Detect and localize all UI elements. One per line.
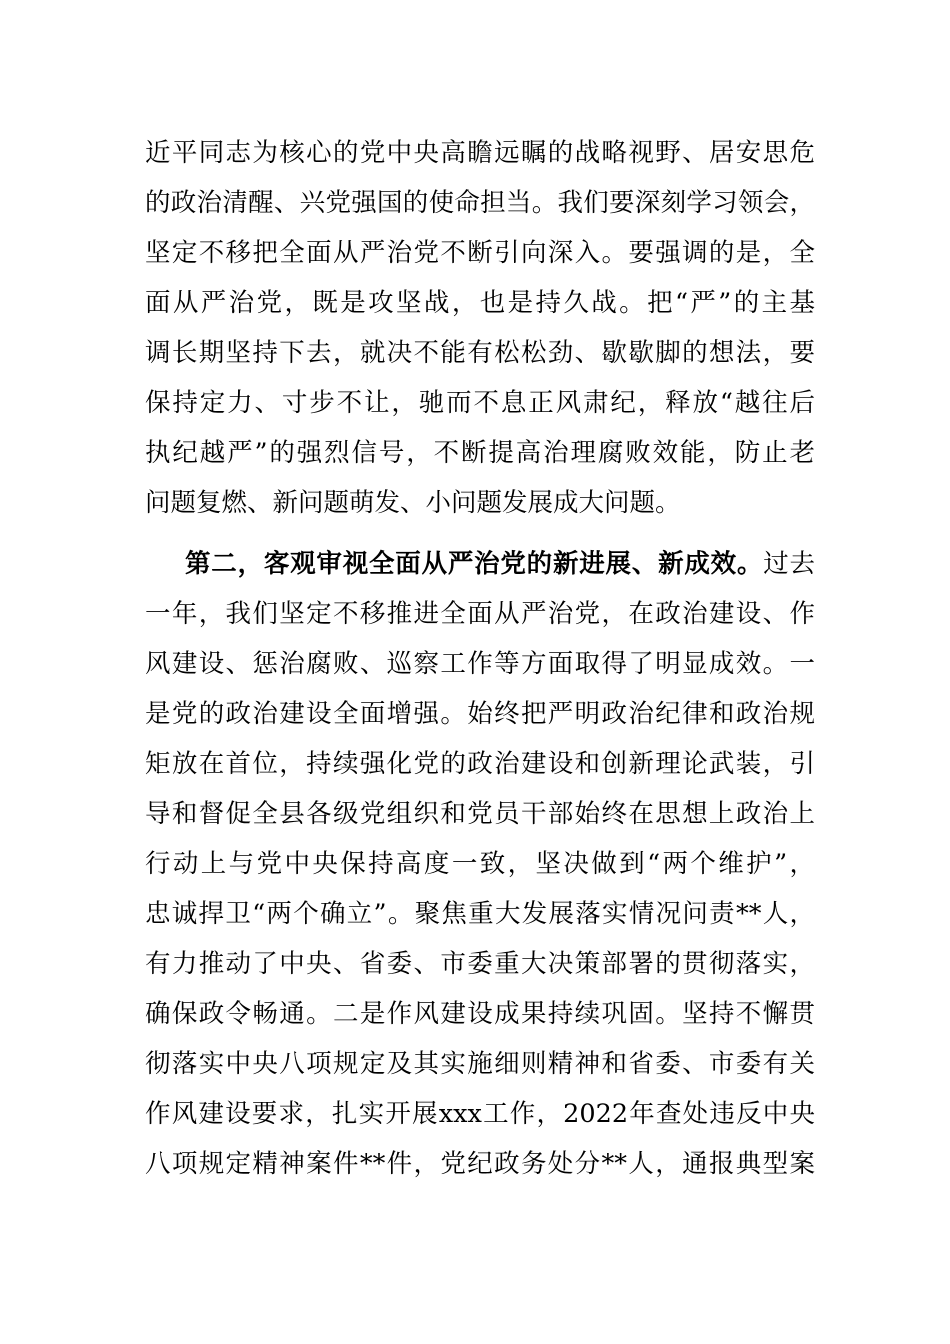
paragraph-1-line-4: 面从严治党，既是攻坚战，也是持久战。把“严”的主基 <box>145 288 815 318</box>
paragraph-2-line-4: 是党的政治建设全面增强。始终把严明政治纪律和政治规 <box>145 699 815 729</box>
paragraph-2-line-11: 彻落实中央八项规定及其实施细则精神和省委、市委有关 <box>145 1049 815 1079</box>
section-heading: 第二，客观审视全面从严治党的新进展、新成效。 <box>185 549 764 579</box>
paragraph-2-first-line-rest: 过去 <box>763 549 815 579</box>
paragraph-2-line-7: 行动上与党中央保持高度一致，坚决做到“两个维护”， <box>145 849 815 879</box>
paragraph-2-line-2: 一年，我们坚定不移推进全面从严治党，在政治建设、作 <box>145 599 815 629</box>
paragraph-1-line-6: 保持定力、寸步不让，驰而不息正风肃纪，释放“越往后 <box>145 388 815 418</box>
paragraph-1-line-7: 执纪越严”的强烈信号，不断提高治理腐败效能，防止老 <box>145 438 815 468</box>
paragraph-2-line-12: 作风建设要求，扎实开展xxx工作，2022年查处违反中央 <box>145 1099 815 1129</box>
paragraph-2-line-6: 导和督促全县各级党组织和党员干部始终在思想上政治上 <box>145 799 815 829</box>
paragraph-2-line-5: 矩放在首位，持续强化党的政治建设和创新理论武装，引 <box>145 749 815 779</box>
paragraph-1-line-1: 近平同志为核心的党中央高瞻远瞩的战略视野、居安思危 <box>145 138 815 168</box>
paragraph-1-line-2: 的政治清醒、兴党强国的使命担当。我们要深刻学习领会， <box>145 188 815 218</box>
paragraph-2-first-line <box>185 544 815 584</box>
paragraph-1-line-8: 问题复燃、新问题萌发、小问题发展成大问题。 <box>145 488 681 518</box>
paragraph-2-line-8: 忠诚捍卫“两个确立”。聚焦重大发展落实情况问责**人， <box>145 899 815 929</box>
paragraph-1-line-3: 坚定不移把全面从严治党不断引向深入。要强调的是，全 <box>145 238 815 268</box>
paragraph-2-line-10: 确保政令畅通。二是作风建设成果持续巩固。坚持不懈贯 <box>145 999 815 1029</box>
paragraph-1-line-5: 调长期坚持下去，就决不能有松松劲、歇歇脚的想法，要 <box>145 338 815 368</box>
paragraph-2-line-13: 八项规定精神案件**件，党纪政务处分**人，通报典型案 <box>145 1149 815 1179</box>
paragraph-2-line-3: 风建设、惩治腐败、巡察工作等方面取得了明显成效。一 <box>145 649 815 679</box>
paragraph-2-line-9: 有力推动了中央、省委、市委重大决策部署的贯彻落实， <box>145 949 815 979</box>
